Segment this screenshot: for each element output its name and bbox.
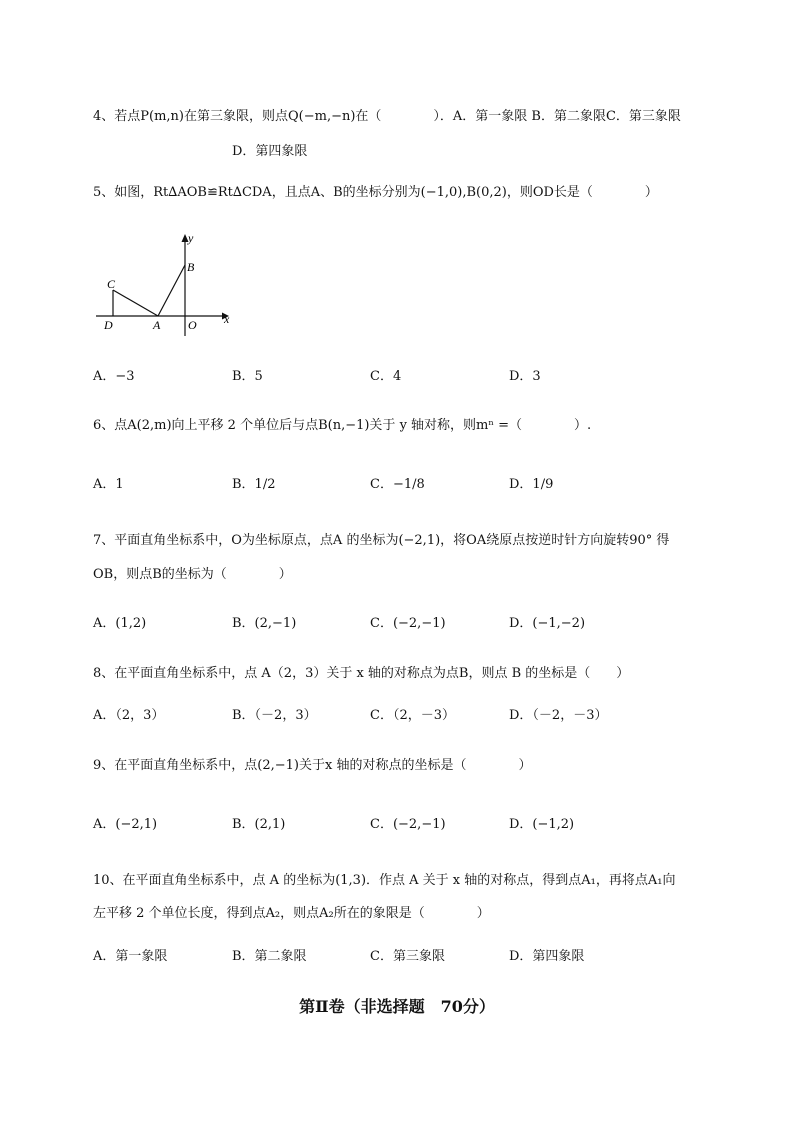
question-10-options	[93, 948, 733, 968]
point-c-label: C	[107, 277, 116, 291]
option-b: B．(2,1)	[232, 817, 286, 832]
option-c: C．(−2,−1)	[370, 817, 446, 832]
question-5-stem: 5、如图，Rt∆AOB≌Rt∆CDA，且点A、B的坐标分别为(−1,0),B(0,2)，则OD长是（ ）	[93, 185, 658, 200]
segment-ab	[158, 265, 185, 316]
option-c: C．(−2,−1)	[370, 616, 446, 631]
option-b: B．5	[232, 369, 263, 384]
y-axis-label: y	[188, 231, 194, 245]
option-a: A．第一象限	[93, 949, 168, 964]
option-c: C．第三象限	[370, 949, 445, 964]
segment-ca	[113, 290, 158, 316]
question-10-stem: 10、在平面直角坐标系中，点 A 的坐标为(1,3)．作点 A 关于 x 轴的对称点，得到点A₁，再将点A₁向	[93, 873, 676, 888]
question-6-options	[93, 476, 733, 496]
point-a-label: A	[153, 318, 161, 332]
question-7-options	[93, 615, 733, 635]
option-c: C．（2，－3）	[370, 708, 455, 723]
option-a: A．−3	[93, 369, 135, 384]
option-d: D．（－2，－3）	[509, 708, 608, 723]
question-8-options	[93, 707, 733, 727]
point-b-label: B	[187, 260, 195, 274]
question-4-stem: 4、若点P(m,n)在第三象限，则点Q(−m,−n)在（ ）．A．第一象限 B．第二象限C．第三象限	[93, 109, 681, 124]
option-b: B．（－2，3）	[232, 708, 317, 723]
option-a: A．(1,2)	[93, 616, 147, 631]
point-o-label: O	[188, 318, 197, 332]
option-b: B．第二象限	[232, 949, 307, 964]
question-8-stem: 8、在平面直角坐标系中，点 A（2，3）关于 x 轴的对称点为点B，则点 B 的坐标是（ ）	[93, 666, 630, 681]
question-7-stem: 7、平面直角坐标系中，O为坐标原点，点A 的坐标为(−2,1)，将OA绕原点按逆时针方向旋转90° 得	[93, 533, 670, 548]
option-b: B．(2,−1)	[232, 616, 297, 631]
option-a: A．（2，3）	[93, 708, 165, 723]
question-7-stem-continued: OB，则点B的坐标为（ ）	[93, 567, 292, 582]
option-b: B．1/2	[232, 477, 276, 492]
question-4-stem-continued: D．第四象限	[232, 144, 308, 159]
option-a: A．1	[93, 477, 124, 492]
question-9-options	[93, 816, 733, 836]
option-a: A．(−2,1)	[93, 817, 158, 832]
question-5-figure	[92, 228, 252, 340]
option-c: C．4	[370, 369, 402, 384]
x-axis-label: x	[224, 312, 230, 326]
question-6-stem: 6、点A(2,m)向上平移 2 个单位后与点B(n,−1)关于 y 轴对称，则mⁿ =（ ）.	[93, 418, 592, 433]
section-title: 第Ⅱ卷（非选择题 70分）	[299, 997, 495, 1016]
option-d: D．1/9	[509, 477, 554, 492]
option-c: C．−1/8	[370, 477, 425, 492]
option-d: D．第四象限	[509, 949, 585, 964]
question-5-options	[93, 368, 733, 388]
question-10-stem-continued: 左平移 2 个单位长度，得到点A₂，则点A₂所在的象限是（ ）	[93, 906, 490, 921]
option-d: D．3	[509, 369, 541, 384]
option-d: D．(−1,−2)	[509, 616, 586, 631]
question-9-stem: 9、在平面直角坐标系中，点(2,−1)关于x 轴的对称点的坐标是（ ）	[93, 758, 532, 773]
option-d: D．(−1,2)	[509, 817, 575, 832]
point-d-label: D	[104, 318, 113, 332]
